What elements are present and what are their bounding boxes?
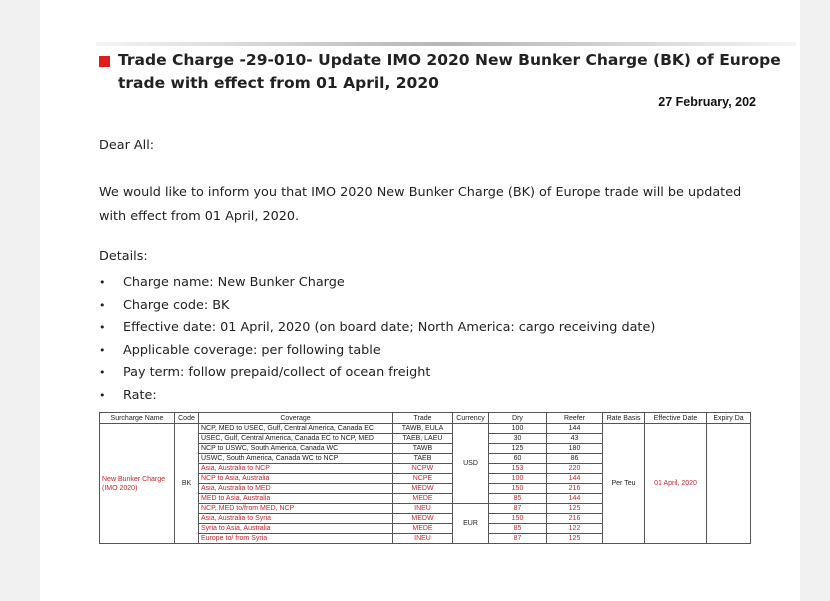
bullet-text: Rate: — [123, 387, 157, 403]
notice-date: 27 February, 202 — [658, 95, 756, 109]
bullet-icon: • — [99, 298, 106, 312]
bullet-icon: • — [99, 321, 106, 335]
coverage-cell: NCP to USWC, South America, Canada WC — [199, 444, 393, 454]
header-trade: Trade — [393, 413, 453, 424]
trade-cell: MEDW — [393, 484, 453, 494]
bullet-text: Effective date: 01 April, 2020 (on board date; North America: cargo receiving date) — [123, 320, 656, 336]
trade-cell: MEDE — [393, 494, 453, 504]
trade-cell: INEU — [393, 504, 453, 514]
title-marker — [99, 56, 110, 67]
bullet-icon: • — [99, 276, 106, 289]
coverage-cell: Asia, Australia to NCP — [199, 464, 393, 474]
reefer-cell: 144 — [547, 424, 603, 434]
expiry-date-cell — [707, 424, 751, 544]
list-item — [99, 340, 655, 363]
trade-cell: TAWB — [393, 444, 453, 454]
header-surcharge-name: Surcharge Name — [100, 413, 175, 424]
header-coverage: Coverage — [199, 413, 393, 424]
bullet-text: Applicable coverage: per following table — [123, 342, 381, 358]
header-effective-date: Effective Date — [645, 413, 707, 424]
coverage-cell: NCP, MED to/from MED, NCP — [199, 504, 393, 514]
list-item — [99, 295, 655, 318]
reefer-cell: 86 — [547, 454, 603, 464]
dry-cell: 125 — [489, 444, 547, 454]
dry-cell: 150 — [489, 514, 547, 524]
reefer-cell: 125 — [547, 534, 603, 544]
document-page — [40, 0, 800, 601]
coverage-cell: Europe to/ from Syria — [199, 534, 393, 544]
trade-cell: TAWB, EULA — [393, 424, 453, 434]
header-currency: Currency — [453, 413, 489, 424]
trade-cell: MEDE — [393, 524, 453, 534]
rate-basis-cell: Per Teu — [603, 424, 645, 544]
dry-cell: 87 — [489, 534, 547, 544]
trade-cell: NCPE — [393, 474, 453, 484]
reefer-cell: 144 — [547, 474, 603, 484]
bullet-icon: • — [99, 366, 106, 380]
bullet-icon: • — [99, 343, 106, 357]
bullet-icon: • — [99, 388, 106, 402]
list-item — [99, 317, 655, 340]
coverage-cell: Asia, Australia to MED — [199, 484, 393, 494]
reefer-cell: 220 — [547, 464, 603, 474]
reefer-cell: 180 — [547, 444, 603, 454]
reefer-cell: 216 — [547, 514, 603, 524]
table-row — [100, 424, 751, 434]
list-item — [99, 272, 655, 295]
notice-title: Trade Charge -29-010- Update IMO 2020 New Bunker Charge (BK) of Europe trade with effect from 01 April, 2020 — [118, 51, 781, 92]
coverage-cell: USWC, South America, Canada WC to NCP — [199, 454, 393, 464]
dry-cell: 150 — [489, 484, 547, 494]
reefer-cell: 125 — [547, 504, 603, 514]
list-item — [99, 385, 655, 408]
dry-cell: 85 — [489, 524, 547, 534]
surcharge-name-cell: New Bunker Charge (IMO 2020) — [100, 424, 175, 544]
currency-cell: USD — [453, 424, 489, 504]
dry-cell: 30 — [489, 434, 547, 444]
list-item — [99, 362, 655, 385]
header-expiry-date: Expiry Da — [707, 413, 751, 424]
coverage-cell: MED to Asia, Australia — [199, 494, 393, 504]
trade-cell: TAEB — [393, 454, 453, 464]
coverage-cell: NCP to Asia, Australia — [199, 474, 393, 484]
trade-cell: NCPW — [393, 464, 453, 474]
header-reefer: Reefer — [547, 413, 603, 424]
rate-table — [99, 412, 751, 544]
reefer-cell: 43 — [547, 434, 603, 444]
dry-cell: 100 — [489, 424, 547, 434]
coverage-cell: Syria to Asia, Australia — [199, 524, 393, 534]
effective-date-cell: 01 April, 2020 — [645, 424, 707, 544]
dry-cell: 153 — [489, 464, 547, 474]
reefer-cell: 144 — [547, 494, 603, 504]
coverage-cell: NCP, MED to USEC, Gulf, Central America, Canada EC — [199, 424, 393, 434]
table-header-row — [100, 413, 751, 424]
reefer-cell: 216 — [547, 484, 603, 494]
dry-cell: 85 — [489, 494, 547, 504]
intro-paragraph: We would like to inform you that IMO 2020 New Bunker Charge (BK) of Europe trade will be updated with effect from 01 April, 2020. — [99, 185, 742, 224]
header-rate-basis: Rate Basis — [603, 413, 645, 424]
header-code: Code — [175, 413, 199, 424]
currency-cell: EUR — [453, 504, 489, 544]
bullet-text: Charge name: New Bunker Charge — [123, 275, 345, 290]
bullet-text: Charge code: BK — [123, 297, 230, 313]
trade-cell: INEU — [393, 534, 453, 544]
details-label: Details: — [99, 249, 148, 264]
header-rule — [96, 42, 796, 46]
greeting: Dear All: — [99, 138, 155, 153]
bullet-text: Pay term: follow prepaid/collect of ocean freight — [123, 365, 431, 381]
trade-cell: MEDW — [393, 514, 453, 524]
dry-cell: 100 — [489, 474, 547, 484]
coverage-cell: Asia, Australia to Syria — [199, 514, 393, 524]
details-list — [99, 272, 655, 408]
dry-cell: 87 — [489, 504, 547, 514]
trade-cell: TAEB, LAEU — [393, 434, 453, 444]
coverage-cell: USEC, Gulf, Central America, Canada EC to NCP, MED — [199, 434, 393, 444]
code-cell: BK — [175, 424, 199, 544]
reefer-cell: 122 — [547, 524, 603, 534]
dry-cell: 60 — [489, 454, 547, 464]
header-dry: Dry — [489, 413, 547, 424]
